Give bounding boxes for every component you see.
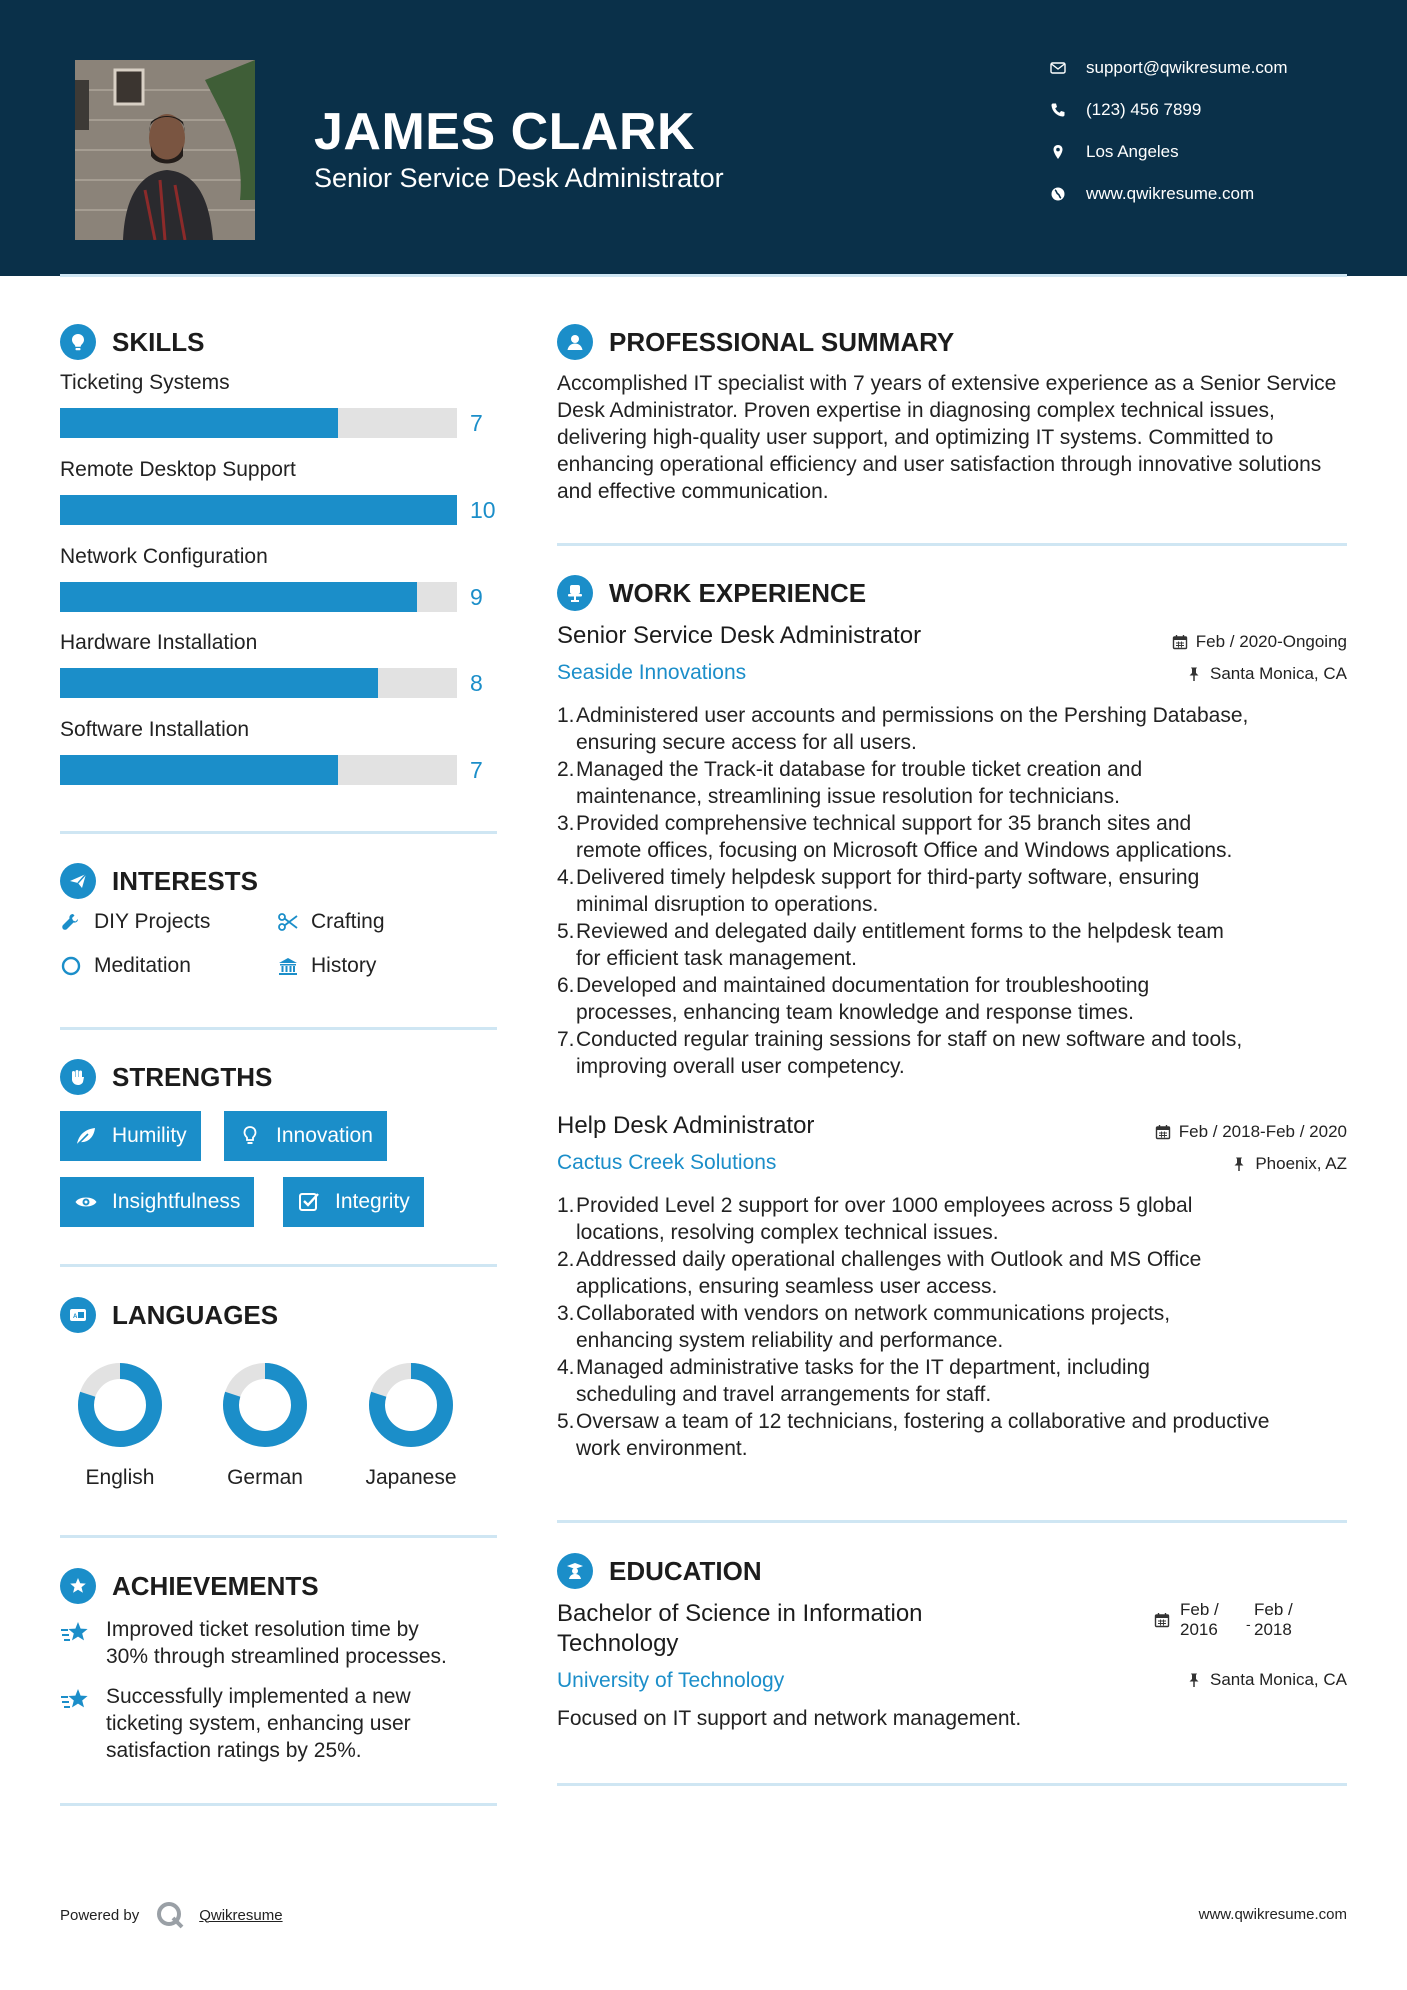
calendar-icon <box>1155 1124 1171 1140</box>
skill-bar-track <box>60 495 457 525</box>
section-divider <box>557 1783 1347 1786</box>
wrench-icon <box>60 911 82 933</box>
leaf-icon <box>74 1124 98 1148</box>
interest-label: DIY Projects <box>94 910 211 933</box>
interests-heading <box>60 863 258 899</box>
skills-title: SKILLS <box>112 326 205 357</box>
duty-line: enhancing system reliability and performance. <box>576 1329 1004 1352</box>
achievement-line: Successfully implemented a new <box>106 1685 411 1708</box>
duty-line: Developed and maintained documentation for troubleshooting <box>576 974 1150 997</box>
education-date-end <box>1254 1600 1304 1640</box>
skill-label: Remote Desktop Support <box>60 458 296 481</box>
checkbox-icon <box>297 1190 321 1214</box>
duty-item <box>557 1246 1349 1300</box>
interest-label: Crafting <box>311 910 385 933</box>
user-icon <box>557 324 593 360</box>
paper-plane-icon <box>60 863 96 899</box>
duty-line: applications, ensuring seamless user access. <box>576 1275 998 1298</box>
duty-line: Oversaw a team of 12 technicians, fostering a collaborative and productive <box>576 1410 1270 1433</box>
footer-powered-by <box>60 1900 283 1930</box>
powered-by-text: Powered by <box>60 1906 140 1924</box>
strength-label: Insightfulness <box>112 1190 241 1213</box>
duty-number: 3. <box>557 812 575 835</box>
interest-item <box>60 910 210 934</box>
duty-line: ensuring secure access for all users. <box>576 731 917 754</box>
strengths-title: STRENGTHS <box>112 1061 273 1092</box>
duty-item <box>557 918 1349 972</box>
job-date-text: Feb / 2018-Feb / 2020 <box>1178 1122 1347 1141</box>
date-part: Feb / <box>1254 1600 1293 1619</box>
candidate-name: JAMES CLARK <box>314 103 696 161</box>
museum-icon <box>277 955 299 977</box>
experience-heading <box>557 575 866 611</box>
skill-label: Network Configuration <box>60 545 268 568</box>
footer-url[interactable]: www.qwikresume.com <box>1198 1906 1347 1923</box>
eye-icon <box>74 1190 98 1214</box>
duty-line: Collaborated with vendors on network communications projects, <box>576 1302 1171 1325</box>
duty-line: remote offices, focusing on Microsoft Office and Windows applications. <box>576 839 1233 862</box>
interests-title: INTERESTS <box>112 865 258 896</box>
section-divider <box>60 1027 497 1030</box>
degree-line: Technology <box>557 1630 679 1657</box>
experience-title: WORK EXPERIENCE <box>609 577 867 608</box>
degree-title <box>557 1599 923 1659</box>
skill-label: Software Installation <box>60 718 250 741</box>
date-part: 2018 <box>1254 1620 1292 1639</box>
section-divider <box>60 1535 497 1538</box>
duty-item <box>557 1354 1349 1408</box>
duty-line: Provided comprehensive technical support for 35 branch sites and <box>576 812 1192 835</box>
duty-item <box>557 864 1349 918</box>
duty-line: Addressed daily operational challenges with Outlook and MS Office <box>576 1248 1202 1271</box>
job-company: Cactus Creek Solutions <box>557 1151 777 1174</box>
job-title: Senior Service Desk Administrator <box>557 622 922 649</box>
duty-line: Managed the Track-it database for trouble ticket creation and <box>576 758 1143 781</box>
interest-item <box>277 954 376 978</box>
strength-tag <box>60 1111 201 1161</box>
skills-heading <box>60 324 204 360</box>
summary-heading <box>557 324 954 360</box>
summary-title: PROFESSIONAL SUMMARY <box>609 326 955 357</box>
contact-website[interactable] <box>1050 184 1254 204</box>
degree-line: Bachelor of Science in Information <box>557 1600 923 1627</box>
strength-label: Innovation <box>276 1124 373 1147</box>
resume-header <box>0 0 1407 276</box>
duty-number: 1. <box>557 704 575 727</box>
header-divider <box>60 274 1347 277</box>
achievement-item <box>60 1683 411 1764</box>
language-card-icon <box>60 1297 96 1333</box>
duty-line: Reviewed and delegated daily entitlement forms to the helpdesk team <box>576 920 1224 943</box>
duty-item <box>557 1192 1349 1246</box>
achievement-line: Improved ticket resolution time by <box>106 1618 419 1641</box>
strength-tag <box>224 1111 387 1161</box>
duty-line: work environment. <box>576 1437 748 1460</box>
strength-tag <box>283 1177 424 1227</box>
section-divider <box>60 831 497 834</box>
duty-line: minimal disruption to operations. <box>576 893 879 916</box>
education-note: Focused on IT support and network management. <box>557 1707 1022 1730</box>
envelope-icon <box>1050 60 1066 76</box>
duty-number: 4. <box>557 1356 575 1379</box>
achievement-line: 30% through streamlined processes. <box>106 1645 447 1668</box>
skill-bar-fill <box>60 495 457 525</box>
skill-bar-fill <box>60 755 338 785</box>
language-donut <box>222 1362 308 1448</box>
achievement-line: ticketing system, enhancing user <box>106 1712 411 1735</box>
school-name: University of Technology <box>557 1669 785 1692</box>
duty-number: 1. <box>557 1194 575 1217</box>
section-divider <box>557 543 1347 546</box>
achievement-line: satisfaction ratings by 25%. <box>106 1739 362 1762</box>
contact-phone[interactable] <box>1050 100 1201 120</box>
interest-item <box>60 954 191 978</box>
job-location-text: Santa Monica, CA <box>1209 664 1347 683</box>
job-location-text: Phoenix, AZ <box>1255 1154 1347 1173</box>
duty-line: maintenance, streamlining issue resolution for technicians. <box>576 785 1120 808</box>
duty-number: 2. <box>557 758 575 781</box>
duty-number: 2. <box>557 1248 575 1271</box>
duty-number: 5. <box>557 1410 575 1433</box>
strength-tag <box>60 1177 254 1227</box>
pushpin-icon <box>1186 1672 1202 1688</box>
duty-line: Administered user accounts and permissions on the Pershing Database, <box>576 704 1249 727</box>
education-heading <box>557 1553 762 1589</box>
language-label: German <box>227 1466 303 1489</box>
graduate-icon <box>557 1553 593 1589</box>
skill-bar-fill <box>60 582 417 612</box>
languages-title: LANGUAGES <box>112 1299 279 1330</box>
strength-label: Humility <box>112 1124 187 1147</box>
map-pin-icon <box>1050 144 1066 160</box>
duty-line: Provided Level 2 support for over 1000 employees across 5 global <box>576 1194 1193 1217</box>
duty-item <box>557 1300 1349 1354</box>
contact-email-text: support@qwikresume.com <box>1086 58 1288 77</box>
duty-line: locations, resolving complex technical issues. <box>576 1221 999 1244</box>
language-donut <box>368 1362 454 1448</box>
achievements-title: ACHIEVEMENTS <box>112 1570 319 1601</box>
section-divider <box>557 1520 1347 1523</box>
strengths-heading <box>60 1059 272 1095</box>
job-date <box>1155 1122 1347 1142</box>
job-date <box>1172 632 1347 652</box>
section-divider <box>60 1264 497 1267</box>
contact-website-text: www.qwikresume.com <box>1086 184 1255 203</box>
scissors-icon <box>277 911 299 933</box>
duty-number: 6. <box>557 974 575 997</box>
pushpin-icon <box>1231 1156 1247 1172</box>
circle-icon <box>60 955 82 977</box>
job-date-text: Feb / 2020-Ongoing <box>1195 632 1347 651</box>
star-icon <box>60 1620 92 1648</box>
skill-bar-fill <box>60 668 378 698</box>
contact-location <box>1050 142 1179 162</box>
interest-item <box>277 910 385 934</box>
job-duties-list <box>557 1192 1349 1462</box>
job-company: Seaside Innovations <box>557 661 747 684</box>
skill-bar-track <box>60 668 457 698</box>
profile-photo <box>75 60 255 240</box>
contact-email[interactable] <box>1050 58 1288 78</box>
lightbulb-icon <box>238 1124 262 1148</box>
interest-label: Meditation <box>94 954 191 977</box>
achievements-heading <box>60 1568 319 1604</box>
skill-value: 7 <box>470 757 483 783</box>
duty-line: Delivered timely helpdesk support for third-party software, ensuring <box>576 866 1200 889</box>
duty-line: processes, enhancing team knowledge and response times. <box>576 1001 1134 1024</box>
chair-icon <box>557 575 593 611</box>
duty-item <box>557 1408 1349 1462</box>
phone-icon <box>1050 102 1066 118</box>
achievement-item <box>60 1616 447 1670</box>
education-title: EDUCATION <box>609 1555 762 1586</box>
duty-line: for efficient task management. <box>576 947 857 970</box>
summary-text: Accomplished IT specialist with 7 years of extensive experience as a Senior Service Desk Administrator. Proven expertise in diagnosing complex technical issues, delivering high-quality user support, and optimizing IT systems. Committed to enhancing operational efficiency and user satisfaction through innovative solutions and effective communication. <box>557 372 1337 503</box>
date-part: Feb / <box>1180 1600 1219 1619</box>
duty-line: Managed administrative tasks for the IT department, including <box>576 1356 1150 1379</box>
calendar-icon <box>1172 634 1188 650</box>
education-location-text: Santa Monica, CA <box>1209 1670 1347 1689</box>
pushpin-icon <box>1186 666 1202 682</box>
duty-item <box>557 756 1349 810</box>
lightbulb-icon <box>60 324 96 360</box>
skill-bar-fill <box>60 408 338 438</box>
skill-value: 7 <box>470 410 483 436</box>
education-location <box>1186 1670 1347 1690</box>
duty-line: scheduling and travel arrangements for staff. <box>576 1383 992 1406</box>
contact-phone-text: (123) 456 7899 <box>1086 100 1202 119</box>
job-title: Help Desk Administrator <box>557 1112 815 1139</box>
education-date-start <box>1180 1600 1246 1640</box>
date-part: 2016 <box>1180 1620 1218 1639</box>
job-duties-list <box>557 702 1349 1080</box>
skill-bar-track <box>60 408 457 438</box>
qwikresume-logo-icon <box>155 1900 185 1930</box>
language-label: English <box>85 1466 155 1489</box>
duty-number: 3. <box>557 1302 575 1325</box>
section-divider <box>60 1803 497 1806</box>
duty-item <box>557 1026 1349 1080</box>
duty-item <box>557 702 1349 756</box>
education-date <box>1154 1600 1304 1640</box>
language-donut <box>77 1362 163 1448</box>
qwikresume-link[interactable]: Qwikresume <box>199 1906 283 1924</box>
job-location <box>1186 664 1347 684</box>
strength-label: Integrity <box>335 1190 410 1213</box>
duty-item <box>557 972 1349 1026</box>
duty-line: Conducted regular training sessions for staff on new software and tools, <box>576 1028 1243 1051</box>
language-label: Japanese <box>365 1466 457 1489</box>
duty-number: 5. <box>557 920 575 943</box>
skill-value: 10 <box>470 497 496 523</box>
job-location <box>1231 1154 1347 1174</box>
star-icon <box>60 1687 92 1715</box>
duty-number: 7. <box>557 1028 575 1051</box>
fist-icon <box>60 1059 96 1095</box>
skill-value: 9 <box>470 584 483 610</box>
calendar-icon <box>1154 1612 1170 1628</box>
skill-bar-track <box>60 755 457 785</box>
candidate-role: Senior Service Desk Administrator <box>314 163 724 193</box>
star-badge-icon <box>60 1568 96 1604</box>
skill-value: 8 <box>470 670 483 696</box>
skill-bar-track <box>60 582 457 612</box>
duty-number: 4. <box>557 866 575 889</box>
duty-line: improving overall user competency. <box>576 1055 905 1078</box>
contact-location-text: Los Angeles <box>1086 142 1179 161</box>
duty-item <box>557 810 1349 864</box>
languages-heading <box>60 1297 278 1333</box>
skill-label: Hardware Installation <box>60 631 258 654</box>
skill-label: Ticketing Systems <box>60 371 230 394</box>
globe-icon <box>1050 186 1066 202</box>
interest-label: History <box>311 954 377 977</box>
svg-text:A: A <box>73 1314 78 1320</box>
date-separator: - <box>1246 1616 1251 1632</box>
